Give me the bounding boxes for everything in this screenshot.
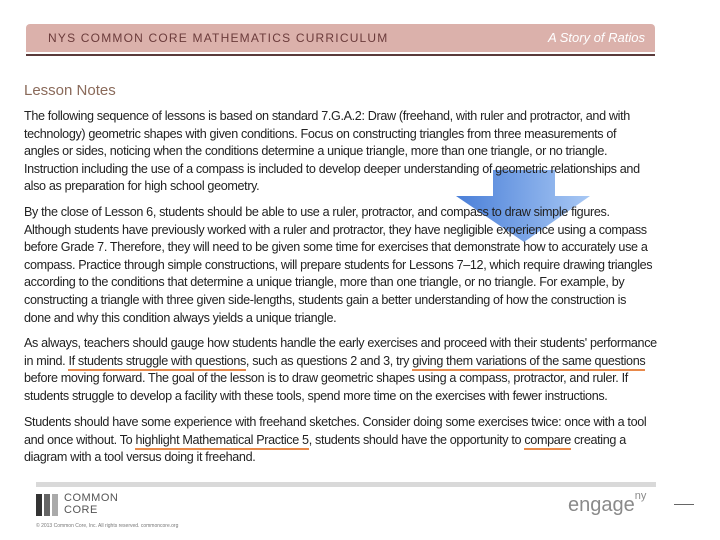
text-segment: , students should have the opportunity to [308,432,525,447]
copyright: © 2013 Common Core, Inc. All rights reserved. commoncore.org [36,523,179,529]
text-segment: As always, teachers should gauge how students handle the early exercises and proceed with their students' performance [24,336,657,350]
text-line [24,108,640,126]
brand-text: engage [568,494,635,516]
text-line [24,310,652,328]
text-segment: according to the conditions that determine a unique triangle, more than one triangle, or no triangle. For example, by [24,275,625,290]
text-line [24,274,652,292]
text-segment: also as preparation for high school geometry. [24,179,260,194]
text-line [24,292,652,310]
text-segment: done and why this condition always yields a unique triangle. [24,310,337,325]
text-segment: Instruction including the use of a compass is included to develop deeper understanding of geometric relationships and [24,161,640,176]
text-segment: The following sequence of lessons is based on standard 7.G.A.2: Draw (freehand, with ruler and protractor, and with [24,109,630,123]
text-line [24,335,657,353]
text-line [24,449,646,467]
text-segment: before moving forward. The goal of the lesson is to draw geometric shapes using a compass, protractor, and ruler. If [24,371,628,386]
text-segment: Students should have some experience with freehand sketches. Consider doing some exercises twice: once with a tool [24,415,647,429]
text-segment: By the close of Lesson 6, students should be able to use a ruler, protractor, and compass to draw simple figures. [24,205,610,219]
text-segment: students struggle to develop a facility with these tools, spend more time on the exercises with fewer instructions. [24,388,608,403]
underlined-phrase: giving them variations of the same questions [412,354,645,371]
text-line [24,432,646,450]
curriculum-title: NYS COMMON CORE MATHEMATICS CURRICULUM [48,31,389,45]
text-segment: Although students have previously worked with a ruler and protractor, they have negligible experience using a compass [24,222,647,237]
logo-line2: CORE [64,504,98,516]
text-segment: in mind. [24,353,69,368]
underlined-phrase: If students struggle with questions [68,354,245,371]
text-segment: creating a [570,432,626,447]
module-subtitle: A Story of Ratios [547,30,645,45]
text-segment: before Grade 7. Therefore, they will need to be given some time for exercises that demonstrate how to accurately use a [24,240,648,255]
text-segment: , such as questions 2 and 3, try [245,353,413,368]
text-segment: technology) geometric shapes with given conditions. Focus on constructing triangles from three measurements of [24,126,617,141]
paragraph [24,335,657,405]
brand-sup: ny [634,490,647,502]
text-line [24,239,652,257]
section-title: Lesson Notes [24,82,116,99]
text-line [24,222,652,240]
text-segment: angles or sides, noticing when the conditions determine a unique triangle, more than one triangle, or no triangle. [24,144,608,159]
text-segment: diagram with a tool versus doing it freehand. [24,450,256,465]
text-segment: compass. Practice through simple constructions, will prepare students for Lessons 7–12, which require drawing triangles [24,257,653,272]
text-line [24,370,657,388]
text-line [24,204,652,222]
underlined-phrase: compare [524,433,571,450]
text-line [24,388,657,406]
text-line [24,257,652,275]
logo-line1: COMMON [64,492,119,504]
text-line [24,161,640,179]
text-segment: and once without. To [24,432,136,447]
underlined-phrase: highlight Mathematical Practice 5 [135,433,308,450]
text-segment: constructing a triangle with three given side-lengths, students gain a better understanding of how the construction is [24,292,627,307]
paragraph [24,414,646,467]
text-line [24,353,657,371]
paragraph [24,108,640,196]
text-line [24,143,640,161]
text-line [24,178,640,196]
paragraph [24,204,652,327]
text-line [24,414,646,432]
text-line [24,126,640,144]
